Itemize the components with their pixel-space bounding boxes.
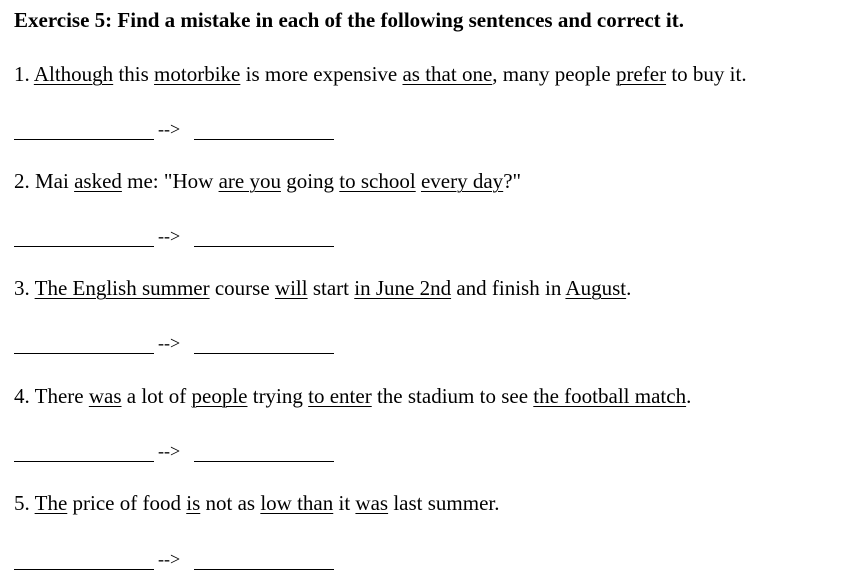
sentence-text: it bbox=[333, 491, 356, 515]
correction-blank[interactable] bbox=[194, 353, 334, 354]
underlined-phrase: the football match bbox=[533, 384, 687, 408]
underlined-phrase: The bbox=[34, 491, 68, 515]
mistake-blank[interactable] bbox=[14, 569, 154, 570]
sentence-number: 4. bbox=[14, 384, 30, 408]
sentence-text: and finish in bbox=[451, 276, 566, 300]
underlined-phrase: low than bbox=[260, 491, 334, 515]
underlined-phrase: is bbox=[186, 491, 201, 515]
underlined-phrase: will bbox=[274, 276, 308, 300]
sentence-text: . bbox=[686, 384, 692, 408]
arrow-text: --> bbox=[158, 441, 181, 461]
sentence-text: . bbox=[626, 276, 632, 300]
sentence-text: going bbox=[280, 169, 340, 193]
sentence-number: 3. bbox=[14, 276, 30, 300]
underlined-phrase: asked bbox=[74, 169, 122, 193]
underlined-phrase: every day bbox=[420, 169, 504, 193]
sentence-text: to buy it. bbox=[666, 62, 747, 86]
sentence-text: price of food bbox=[67, 491, 187, 515]
sentence-text: me: "How bbox=[121, 169, 219, 193]
sentence-number: 1. bbox=[14, 62, 30, 86]
sentence-number: 5. bbox=[14, 491, 30, 515]
underlined-phrase: Although bbox=[33, 62, 114, 86]
arrow-text: --> bbox=[158, 549, 181, 569]
sentence-4 bbox=[14, 384, 691, 409]
answer-row-4 bbox=[14, 438, 344, 462]
sentence-text: start bbox=[307, 276, 355, 300]
underlined-phrase: to school bbox=[339, 169, 416, 193]
answer-row-1 bbox=[14, 116, 344, 140]
sentence-text: a lot of bbox=[121, 384, 192, 408]
underlined-phrase: people bbox=[191, 384, 248, 408]
mistake-blank[interactable] bbox=[14, 139, 154, 140]
correction-blank[interactable] bbox=[194, 569, 334, 570]
sentence-text: , many people bbox=[492, 62, 616, 86]
underlined-phrase: was bbox=[88, 384, 122, 408]
sentence-text: course bbox=[209, 276, 275, 300]
mistake-blank[interactable] bbox=[14, 353, 154, 354]
underlined-phrase: prefer bbox=[615, 62, 667, 86]
sentence-text: not as bbox=[200, 491, 261, 515]
sentence-text: ?" bbox=[503, 169, 522, 193]
sentence-text: is more expensive bbox=[240, 62, 403, 86]
sentence-text: There bbox=[29, 384, 89, 408]
arrow-text: --> bbox=[158, 119, 181, 139]
correction-blank[interactable] bbox=[194, 461, 334, 462]
sentence-1 bbox=[14, 62, 747, 87]
underlined-phrase: are you bbox=[218, 169, 281, 193]
mistake-blank[interactable] bbox=[14, 246, 154, 247]
arrow-text: --> bbox=[158, 333, 181, 353]
underlined-phrase: was bbox=[355, 491, 389, 515]
answer-row-5 bbox=[14, 546, 344, 570]
mistake-blank[interactable] bbox=[14, 461, 154, 462]
sentence-2 bbox=[14, 169, 521, 194]
correction-blank[interactable] bbox=[194, 246, 334, 247]
underlined-phrase: The English summer bbox=[34, 276, 210, 300]
answer-row-2 bbox=[14, 223, 344, 247]
sentence-text: last summer. bbox=[388, 491, 500, 515]
underlined-phrase: in June 2nd bbox=[354, 276, 452, 300]
correction-blank[interactable] bbox=[194, 139, 334, 140]
underlined-phrase: motorbike bbox=[154, 62, 241, 86]
sentence-number: 2. bbox=[14, 169, 30, 193]
exercise-title: Exercise 5: Find a mistake in each of the following sentences and correct it. bbox=[14, 8, 684, 32]
sentence-text: the stadium to see bbox=[371, 384, 534, 408]
sentence-5 bbox=[14, 491, 500, 516]
answer-row-3 bbox=[14, 330, 344, 354]
sentence-3 bbox=[14, 276, 631, 301]
underlined-phrase: to enter bbox=[308, 384, 372, 408]
underlined-phrase: August bbox=[565, 276, 627, 300]
sentence-text: trying bbox=[247, 384, 309, 408]
arrow-text: --> bbox=[158, 226, 181, 246]
underlined-phrase: as that one bbox=[402, 62, 493, 86]
sentence-text: this bbox=[113, 62, 155, 86]
sentence-text: Mai bbox=[29, 169, 75, 193]
